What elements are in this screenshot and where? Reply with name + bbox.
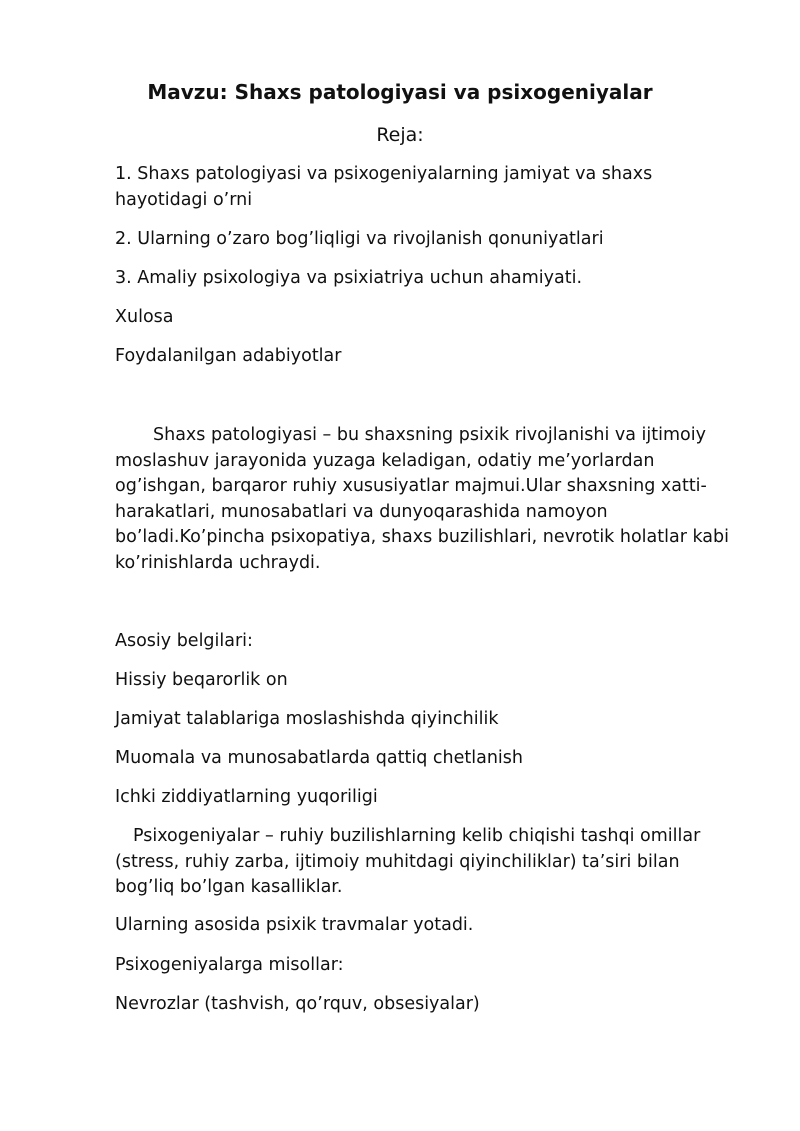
sign-item: Ichki ziddiyatlarning yuqoriligi xyxy=(115,787,378,807)
plan-item-references: Foydalanilgan adabiyotlar xyxy=(115,346,342,366)
plan-item: 2. Ularning o’zaro bog’liqligi va rivojlanish qonuniyatlari xyxy=(115,229,604,249)
examples-heading: Psixogeniyalarga misollar: xyxy=(115,955,344,975)
basis-line: Ularning asosida psixik travmalar yotadi. xyxy=(115,915,474,935)
document-title: Mavzu: Shaxs patologiyasi va psixogeniyalar xyxy=(147,80,653,104)
plan-item-conclusion: Xulosa xyxy=(115,307,174,327)
plan-item: 1. Shaxs patologiyasi va psixogeniyalarning jamiyat va shaxs hayotidagi o’rni xyxy=(115,164,653,210)
sign-item: Muomala va munosabatlarda qattiq chetlanish xyxy=(115,748,523,768)
plan-item: 3. Amaliy psixologiya va psixiatriya uchun ahamiyati. xyxy=(115,268,583,288)
example-item: Nevrozlar (tashvish, qo’rquv, obsesiyalar) xyxy=(115,994,480,1014)
plan-heading: Reja: xyxy=(376,124,424,146)
intro-paragraph: Shaxs patologiyasi – bu shaxsning psixik rivojlanishi va ijtimoiy moslashuv jarayonida yuzaga keladigan, odatiy me’yorlardan og’ishgan, barqaror ruhiy xususiyatlar majmui.Ular shaxsning xatti-harakatlari, munosabatlari va dunyoqarashida namoyon bo’ladi.Ko’pincha psixopatiya, shaxs buzilishlari, nevrotik holatlar kabi ko’rinishlarda uchraydi. xyxy=(115,425,729,573)
signs-heading: Asosiy belgilari: xyxy=(115,631,253,651)
sign-item: Hissiy beqarorlik on xyxy=(115,670,288,690)
sign-item: Jamiyat talablariga moslashishda qiyinchilik xyxy=(115,709,499,729)
psychogeny-paragraph: Psixogeniyalar – ruhiy buzilishlarning kelib chiqishi tashqi omillar (stress, ruhiy zarba, ijtimoiy muhitdagi qiyinchiliklar) ta’siri bilan bog’liq bo’lgan kasalliklar. xyxy=(115,826,701,897)
